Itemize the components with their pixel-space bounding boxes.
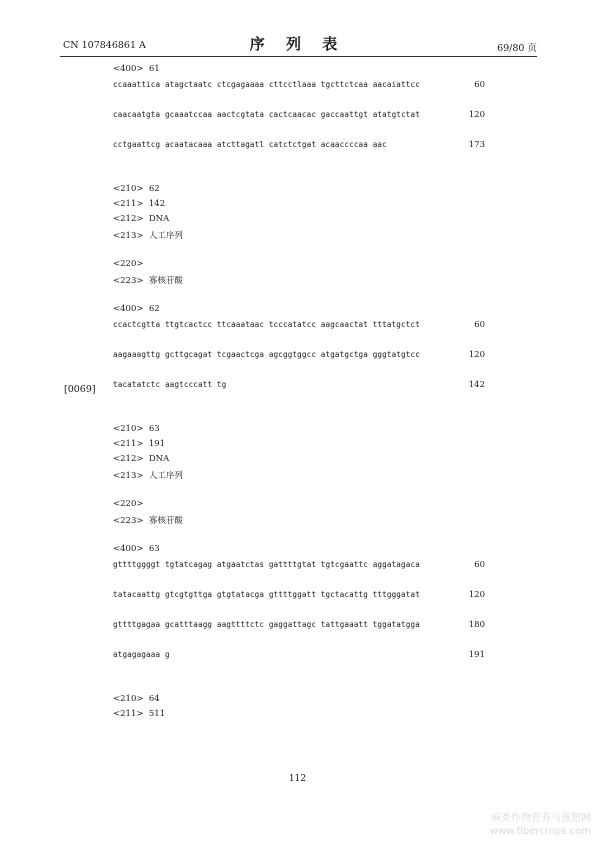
seq-64-210: <210> 64 (113, 694, 160, 704)
seq-61-400: <400> 61 (113, 64, 160, 74)
seq-62-213: <213> 人工序列 (113, 231, 183, 241)
seq-61-count-3: 173 (468, 140, 485, 150)
seq-63-line-1: gttttggggt tgtatcagag atgaatctas gattttgtat tgtcgaattc aggatagaca (113, 560, 420, 569)
page-count: 69/80 页 (497, 43, 537, 54)
seq-63-line-3: gttttgagaa gcatttaagg aagttttctc gaggattagc tattgaaatt tggatatgga (113, 620, 420, 629)
site-watermark (490, 812, 591, 838)
seq-62-211: <211> 142 (113, 199, 166, 209)
seq-62-400: <400> 62 (113, 304, 160, 314)
paragraph-reference: [0069] (64, 384, 96, 395)
seq-63-line-4: atgagagaaa g (113, 650, 170, 659)
seq-63-210: <210> 63 (113, 424, 160, 434)
seq-61-count-2: 120 (468, 110, 485, 120)
seq-62-line-3: tacatatctc aagtcccatt tg (113, 380, 227, 389)
seq-62-count-3: 142 (468, 380, 485, 390)
seq-63-220: <220> (113, 499, 144, 509)
seq-63-count-4: 191 (468, 650, 485, 660)
watermark-line-1: 麻类作物营养与施肥网 (491, 813, 591, 824)
seq-63-count-3: 180 (468, 620, 485, 630)
seq-62-line-2: aagaaagttg gcttgcagat tcgaactcga agcggtggcc atgatgctga gggtatgtcc (113, 350, 420, 359)
seq-61-line-1: ccaaattica atagctaatc ctcgagaaaa cttcctlaaa tgcttctcaa aacaiattcc (113, 80, 420, 89)
page-title: 序 列 表 (249, 35, 346, 53)
seq-63-line-2: tatacaattg gtcgtgttga gtgtatacga gttttggatt tgctacattg tttgggatat (113, 590, 420, 599)
seq-62-223: <223> 寡核苷酸 (113, 276, 183, 286)
seq-63-400: <400> 63 (113, 544, 160, 554)
seq-63-223: <223> 寡核苷酸 (113, 516, 183, 526)
seq-62-count-1: 60 (474, 320, 485, 330)
patent-number: CN 107846861 A (63, 40, 146, 51)
seq-63-count-2: 120 (468, 590, 485, 600)
seq-63-count-1: 60 (474, 560, 485, 570)
seq-61-line-2: caacaatgta gcaaatccaa aactcgtata cactcaacac gaccaattgt atatgtctat (113, 110, 420, 119)
seq-61-count-1: 60 (474, 80, 485, 90)
seq-63-212: <212> DNA (113, 454, 170, 464)
seq-62-212: <212> DNA (113, 214, 170, 224)
seq-62-count-2: 120 (468, 350, 485, 360)
seq-63-213: <213> 人工序列 (113, 471, 183, 481)
seq-62-210: <210> 62 (113, 184, 160, 194)
page-number: 112 (288, 774, 307, 784)
header-rule (60, 56, 537, 57)
seq-63-211: <211> 191 (113, 439, 166, 449)
seq-62-line-1: ccactcgtta ttgtcactcc ttcaaataac tcccatatcc aagcaactat tttatgctct (113, 320, 420, 329)
seq-64-211: <211> 511 (113, 709, 166, 719)
seq-62-220: <220> (113, 259, 144, 269)
watermark-line-2: www.fibercrops.com (489, 826, 591, 837)
seq-61-line-3: cctgaattcg acaatacaaa atcttagatl catctctgat acaaccccaa aac (113, 140, 387, 149)
